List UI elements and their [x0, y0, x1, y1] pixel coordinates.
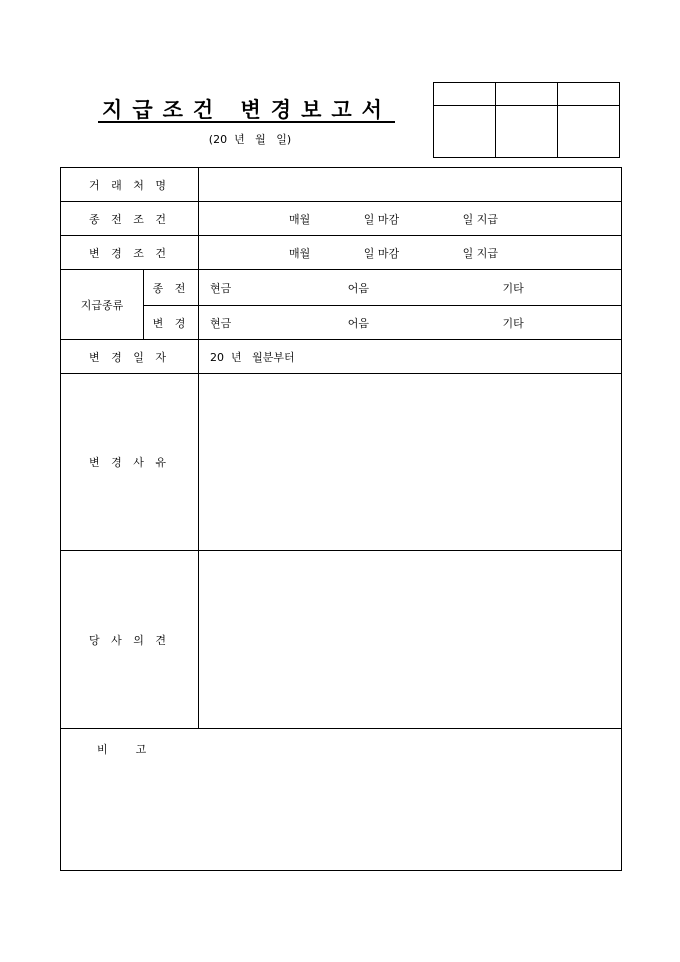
- pay-type-new-field[interactable]: [199, 306, 622, 340]
- opinion-field[interactable]: [199, 551, 622, 729]
- note-field[interactable]: [61, 729, 622, 871]
- note-label: 비 고: [97, 743, 147, 756]
- pay-type-prev-field[interactable]: [199, 270, 622, 306]
- new-pay-day: 일 지급: [462, 246, 499, 260]
- prev-other: 기타: [502, 281, 524, 295]
- page-title: 지급조건 변경보고서: [102, 97, 392, 122]
- new-monthly: 매월: [289, 246, 311, 260]
- opinion-label: 당 사 의 견: [61, 551, 199, 729]
- new-other: 기타: [502, 316, 524, 330]
- new-bill: 어음: [347, 316, 370, 330]
- new-terms-label: 변 경 조 건: [61, 236, 199, 270]
- report-form: [60, 167, 622, 871]
- reason-label: 변 경 사 유: [61, 374, 199, 551]
- new-close-day: 일 마감: [363, 246, 400, 260]
- new-cash: 현금: [210, 316, 232, 330]
- prev-pay-day: 일 지급: [462, 212, 499, 226]
- change-date-field[interactable]: 20 년 월분부터: [199, 340, 622, 374]
- approval-header-cell[interactable]: [558, 83, 620, 106]
- approval-box: [433, 82, 620, 158]
- prev-cash: 현금: [210, 281, 232, 295]
- title-underline: [98, 121, 395, 123]
- approval-sign-cell[interactable]: [496, 106, 558, 158]
- prev-bill: 어음: [347, 281, 370, 295]
- approval-sign-cell[interactable]: [434, 106, 496, 158]
- pay-type-prev-label: 종 전: [144, 270, 199, 306]
- new-terms-field[interactable]: [199, 236, 622, 270]
- approval-sign-cell[interactable]: [558, 106, 620, 158]
- reason-field[interactable]: [199, 374, 622, 551]
- approval-header-cell[interactable]: [434, 83, 496, 106]
- pay-type-label: 지급종류: [61, 270, 144, 340]
- prev-terms-label: 종 전 조 건: [61, 202, 199, 236]
- prev-close-day: 일 마감: [363, 212, 400, 226]
- client-label: 거 래 처 명: [61, 168, 199, 202]
- change-date-label: 변 경 일 자: [61, 340, 199, 374]
- prev-terms-field[interactable]: [199, 202, 622, 236]
- pay-type-new-label: 변 경: [144, 306, 199, 340]
- report-date: (20 년 월 일): [208, 133, 292, 146]
- prev-monthly: 매월: [289, 212, 311, 226]
- approval-header-cell[interactable]: [496, 83, 558, 106]
- client-field[interactable]: [199, 168, 622, 202]
